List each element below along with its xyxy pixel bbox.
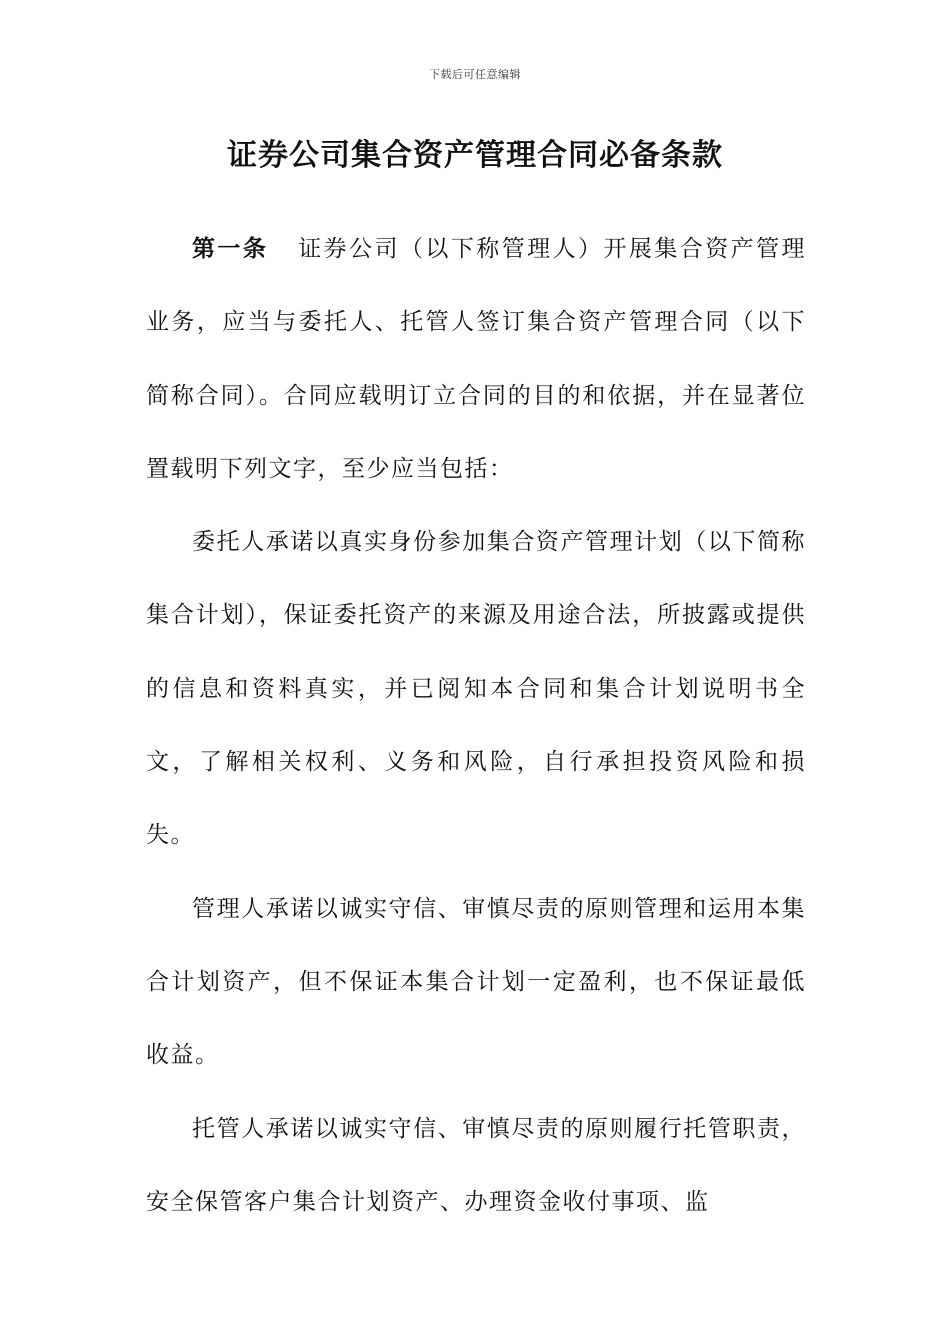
header-note: 下载后可任意编辑 [429, 68, 521, 81]
paragraph-text: 证券公司（以下称管理人）开展集合资产管理业务，应当与委托人、托管人签订集合资产管理合同（以下简称合同）。合同应载明订立合同的目的和依据，并在显著位置载明下列文字，至少应当包括： [146, 236, 807, 482]
article-1-paragraph [146, 212, 806, 506]
document-body [146, 212, 806, 1239]
document-title: 证券公司集合资产管理合同必备条款 [227, 138, 723, 173]
paragraph: 托管人承诺以诚实守信、审慎尽责的原则履行托管职责，安全保管客户集合计划资产、办理资金收付事项、监 [146, 1115, 806, 1215]
paragraph: 委托人承诺以真实身份参加集合资产管理计划（以下简称集合计划），保证委托资产的来源及用途合法，所披露或提供的信息和资料真实，并已阅知本合同和集合计划说明书全文，了解相关权利、义务和风险，自行承担投资风险和损失。 [146, 529, 806, 849]
article-label: 第一条 [192, 235, 269, 262]
paragraph: 管理人承诺以诚实守信、审慎尽责的原则管理和运用本集合计划资产，但不保证本集合计划一定盈利，也不保证最低收益。 [146, 895, 806, 1069]
